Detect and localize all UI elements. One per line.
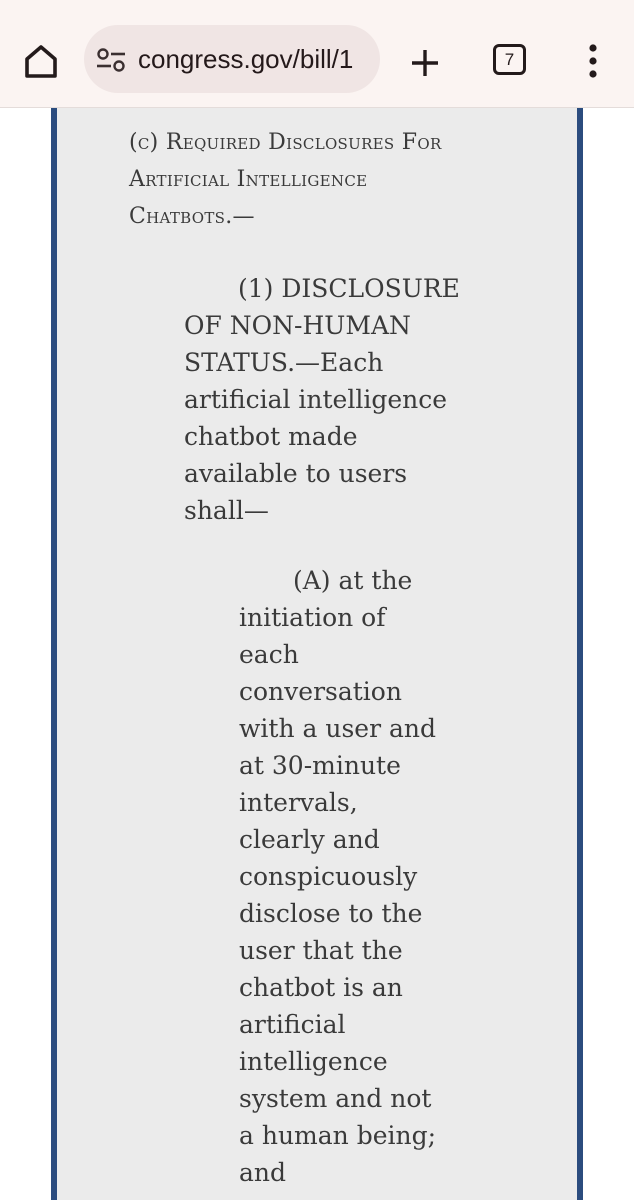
home-icon bbox=[21, 41, 61, 81]
paragraph-1-text: (1) DISCLOSURE OF NON-HUMAN STATUS.—Each artificial intelligence chatbot made available to users shall— bbox=[184, 274, 460, 525]
more-vert-icon bbox=[588, 44, 598, 78]
browser-toolbar bbox=[0, 0, 634, 108]
address-bar[interactable] bbox=[84, 25, 380, 93]
paragraph-1 bbox=[184, 270, 464, 529]
section-c-heading: (c) Required Disclosures For Artificial Intelligence Chatbots.— bbox=[129, 130, 442, 229]
url-text[interactable]: congress.gov/bill/1 bbox=[138, 44, 354, 74]
menu-button[interactable] bbox=[574, 38, 612, 84]
tab-count: 7 bbox=[504, 49, 515, 69]
home-button[interactable] bbox=[18, 38, 64, 84]
subparagraph-a-text: (A) at the initiation of each conversation with a user and at 30-minute intervals, clearly and conspicuously disclose to the user that the chatbot is an artificial intelligence system and not a human being; and bbox=[239, 566, 437, 1187]
subparagraph-a bbox=[239, 562, 449, 1191]
tab-switcher-button[interactable] bbox=[493, 44, 526, 75]
tune-icon[interactable] bbox=[96, 47, 126, 73]
plus-icon bbox=[408, 46, 442, 80]
new-tab-button[interactable] bbox=[402, 40, 448, 86]
